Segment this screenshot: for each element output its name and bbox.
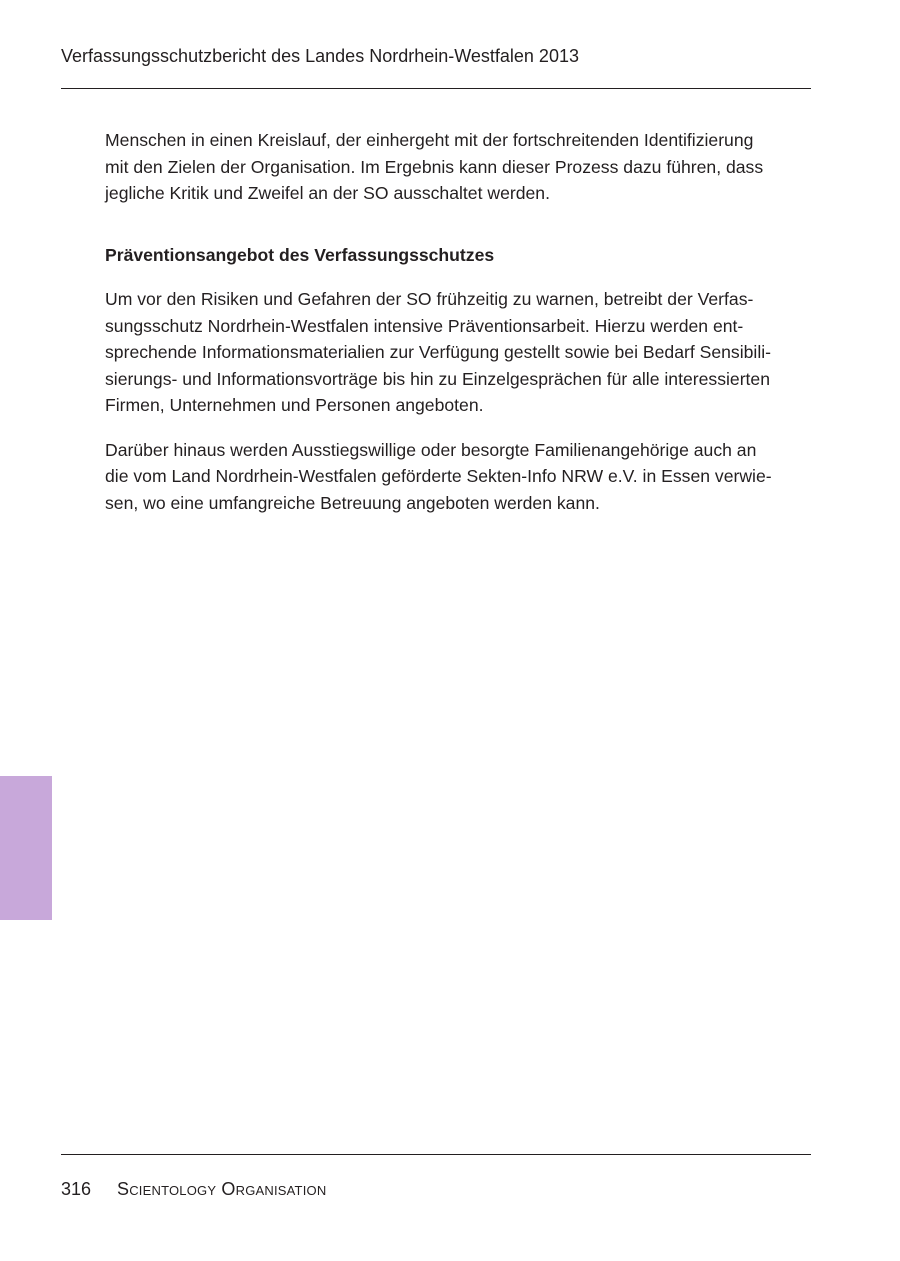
- paragraph-line: Darüber hinaus werden Ausstiegswillige oder besorgte Familienangehörige auch an: [105, 439, 757, 460]
- chapter-side-tab: [0, 776, 52, 920]
- footer-rule: [61, 1154, 811, 1155]
- paragraph-line: sprechende Informationsmaterialien zur Verfügung gestellt sowie bei Bedarf Sensibili-: [105, 342, 771, 362]
- paragraph-line: die vom Land Nordrhein-Westfalen geförderte Sekten-Info NRW e.V. in Essen verwie-: [105, 466, 772, 486]
- paragraph-line: Menschen in einen Kreislauf, der einhergeht mit der fortschreitenden Identifizierung: [105, 130, 754, 150]
- footer-section-title: Scientology Organisation: [117, 1179, 327, 1199]
- page-footer: [61, 1177, 326, 1201]
- page-number: 316: [61, 1179, 92, 1199]
- paragraph-line: Um vor den Risiken und Gefahren der SO frühzeitig zu warnen, betreibt der Verfas-: [105, 289, 754, 309]
- paragraph-line: sungsschutz Nordrhein-Westfalen intensive Präventionsarbeit. Hierzu werden ent-: [105, 315, 744, 336]
- section-heading: Präventionsangebot des Verfassungsschutzes: [105, 244, 495, 265]
- paragraph-line: sen, wo eine umfangreiche Betreuung angeboten werden kann.: [105, 492, 600, 513]
- paragraph-line: mit den Zielen der Organisation. Im Ergebnis kann dieser Prozess dazu führen, dass: [105, 156, 764, 177]
- page-content: [105, 127, 815, 516]
- paragraph-3: [105, 437, 815, 517]
- paragraph-line: Firmen, Unternehmen und Personen angeboten.: [105, 395, 484, 415]
- paragraph-2: [105, 286, 815, 419]
- paragraph-line: sierungs- und Informationsvorträge bis hin zu Einzelgesprächen für alle interessierten: [105, 368, 771, 389]
- header-rule: [61, 88, 811, 89]
- running-header: Verfassungsschutzbericht des Landes Nordrhein-Westfalen 2013: [61, 46, 579, 66]
- paragraph-1: [105, 127, 815, 207]
- paragraph-line: jegliche Kritik und Zweifel an der SO ausschaltet werden.: [105, 183, 550, 203]
